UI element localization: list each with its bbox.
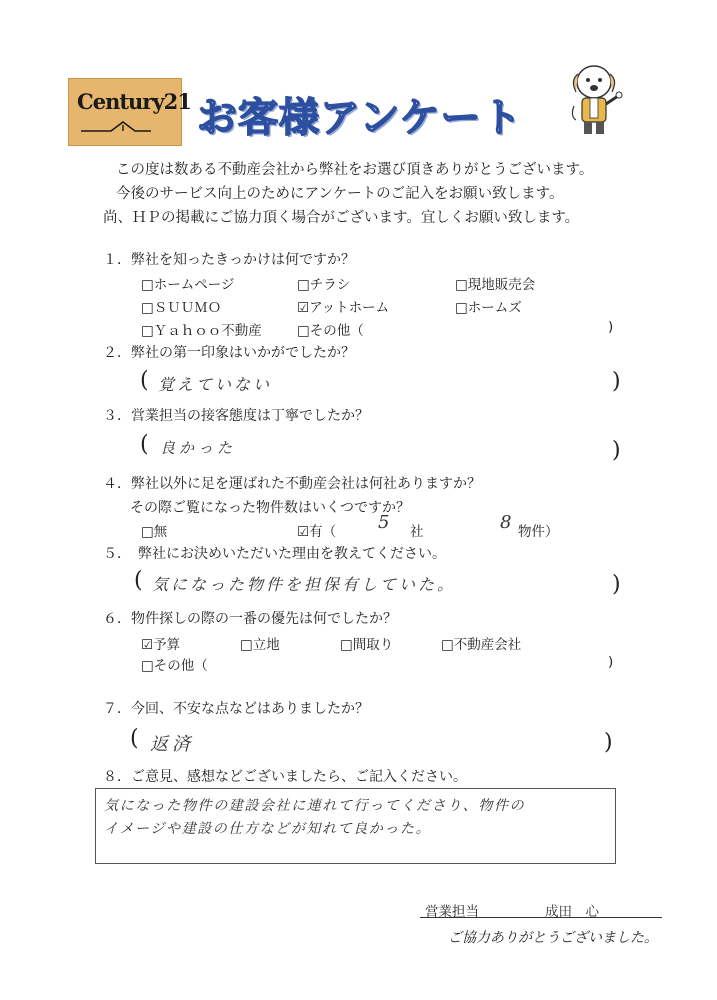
q8-comment-line-2: イメージや建設の仕方などが知れて良かった。 xyxy=(104,821,432,837)
q6-option-layout[interactable]: □間取り xyxy=(340,637,394,653)
q6-label: ６．物件探しの際の一番の優先は何でしたか？ xyxy=(103,611,397,627)
dog-mascot-icon xyxy=(566,60,628,140)
intro-line-1: この度は数ある不動産会社から弊社をお選び頂きありがとうございます。 xyxy=(116,162,594,178)
q3-close-paren: ) xyxy=(612,438,621,463)
q8-comment-box[interactable] xyxy=(95,788,616,864)
q5-answer[interactable]: 気になった物件を担保有していた。 xyxy=(152,575,457,594)
logo-text: Century21 xyxy=(77,89,191,114)
q1-close-paren: ) xyxy=(608,319,614,335)
q6-close-paren: ) xyxy=(608,654,614,670)
q4-option-none[interactable]: □無 xyxy=(141,524,168,540)
q1-option-yahoo[interactable]: □Ｙａｈｏｏ不動産 xyxy=(141,323,262,339)
q5-label: ５． 弊社にお決めいただいた理由を教えてください。 xyxy=(103,546,446,562)
q8-label: ８．ご意見、感想などございましたら、ご記入ください。 xyxy=(103,769,467,785)
staff-underline xyxy=(420,917,662,918)
staff-name: 成田 心 xyxy=(545,904,599,920)
q5-open-paren: ( xyxy=(134,568,143,593)
q1-label: １．弊社を知ったきっかけは何ですか？ xyxy=(103,252,355,268)
q2-label: ２．弊社の第一印象はいかがでしたか？ xyxy=(103,345,355,361)
q3-open-paren: ( xyxy=(140,432,149,457)
q8-comment-line-1: 気になった物件の建設会社に連れて行ってくださり、物件の xyxy=(104,798,526,814)
q1-option-athome[interactable]: ☑アットホーム xyxy=(297,300,390,316)
q1-option-homes[interactable]: □ホームズ xyxy=(455,300,522,316)
q4-label-1: ４．弊社以外に足を運ばれた不動産会社は何社ありますか？ xyxy=(103,476,481,492)
q2-open-paren: ( xyxy=(140,368,149,393)
q4-option-yes[interactable]: ☑有（ xyxy=(297,524,337,540)
q1-option-other[interactable]: □その他（ xyxy=(297,323,364,339)
q6-option-location[interactable]: □立地 xyxy=(240,637,280,653)
staff-label: 営業担当 xyxy=(425,904,479,920)
q4-property-unit: 物件） xyxy=(518,524,559,540)
q1-option-open-house[interactable]: □現地販売会 xyxy=(455,277,536,293)
intro-line-2: 今後のサービス向上のためにアンケートのご記入をお願い致します。 xyxy=(116,186,564,202)
thanks-message: ご協力ありがとうございました。 xyxy=(448,930,658,946)
q6-option-other[interactable]: □その他（ xyxy=(141,658,208,674)
page-title: お客様アンケート xyxy=(197,94,523,141)
q4-property-count[interactable]: 8 xyxy=(500,512,512,533)
q5-close-paren: ) xyxy=(612,572,621,597)
q1-option-homepage[interactable]: □ホームページ xyxy=(141,277,235,293)
q3-answer[interactable]: 良かった xyxy=(160,439,237,457)
q7-close-paren: ) xyxy=(604,730,613,755)
q7-answer[interactable]: 返済 xyxy=(150,734,194,755)
q4-company-unit: 社 xyxy=(410,524,424,540)
q2-answer[interactable]: 覚えていない xyxy=(158,375,273,394)
intro-line-3: 尚、ＨＰの掲載にご協力頂く場合がございます。宜しくお願い致します。 xyxy=(103,210,580,226)
q2-close-paren: ) xyxy=(612,369,621,394)
q7-label: ７．今回、不安な点などはありましたか？ xyxy=(103,701,369,717)
q4-label-2: その際ご覧になった物件数はいくつですか？ xyxy=(130,500,410,516)
house-roof-icon xyxy=(81,119,151,133)
q3-label: ３．営業担当の接客態度は丁寧でしたか？ xyxy=(103,408,369,424)
q6-option-budget[interactable]: ☑予算 xyxy=(141,637,181,653)
q4-company-count[interactable]: 5 xyxy=(378,512,390,533)
q7-open-paren: ( xyxy=(130,726,139,751)
q1-option-flyer[interactable]: □チラシ xyxy=(297,277,351,293)
q6-option-agency[interactable]: □不動産会社 xyxy=(441,637,522,653)
q1-option-suumo[interactable]: □ＳＵＵＭＯ xyxy=(141,300,222,316)
century21-logo xyxy=(68,78,191,146)
